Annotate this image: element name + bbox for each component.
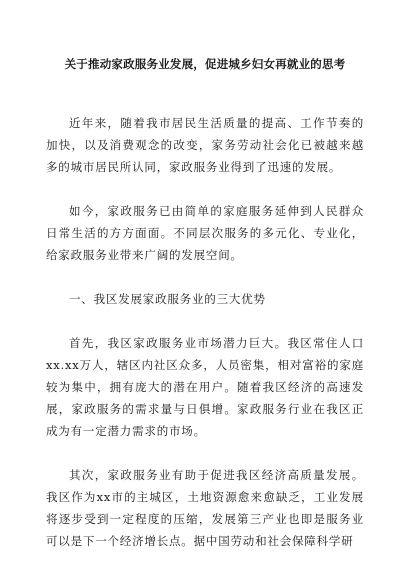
paragraph-current-state: 如今，家政服务已由简单的家庭服务延伸到人民群众日常生活的方方面面。不同层次服务的多元化、专业化，给家政服务业带来广阔的发展空间。 (46, 203, 364, 262)
document-title: 关于推动家政服务业发展，促进城乡妇女再就业的思考 (64, 57, 346, 71)
paragraph-advantage-first: 首先，我区家政服务业市场潜力巨大。我区常住人口xx.xx万人，辖区内社区众多，人员密集，相对富裕的家庭较为集中，拥有庞大的潜在用户。随着我区经济的高速发展，家政服务的需求量与日俱增。家政服务行业在我区正成为有一定潜力需求的市场。 (46, 335, 364, 438)
paragraph-intro: 近年来，随着我市居民生活质量的提高、工作节奏的加快，以及消费观念的改变，家务劳动社会化已被越来越多的城市居民所认同，家政服务业得到了迅速的发展。 (46, 115, 364, 174)
paragraph-advantage-second: 其次，家政服务业有助于促进我区经济高质量发展。我区作为xx市的主城区，土地资源愈来愈缺乏，工业发展将逐步受到一定程度的压缩，发展第三产业也即是服务业可以是下一个经济增长点。据中国劳动和社会保障科学研 (46, 467, 364, 548)
section-heading-advantages: 一、我区发展家政服务业的三大优势 (69, 291, 266, 306)
